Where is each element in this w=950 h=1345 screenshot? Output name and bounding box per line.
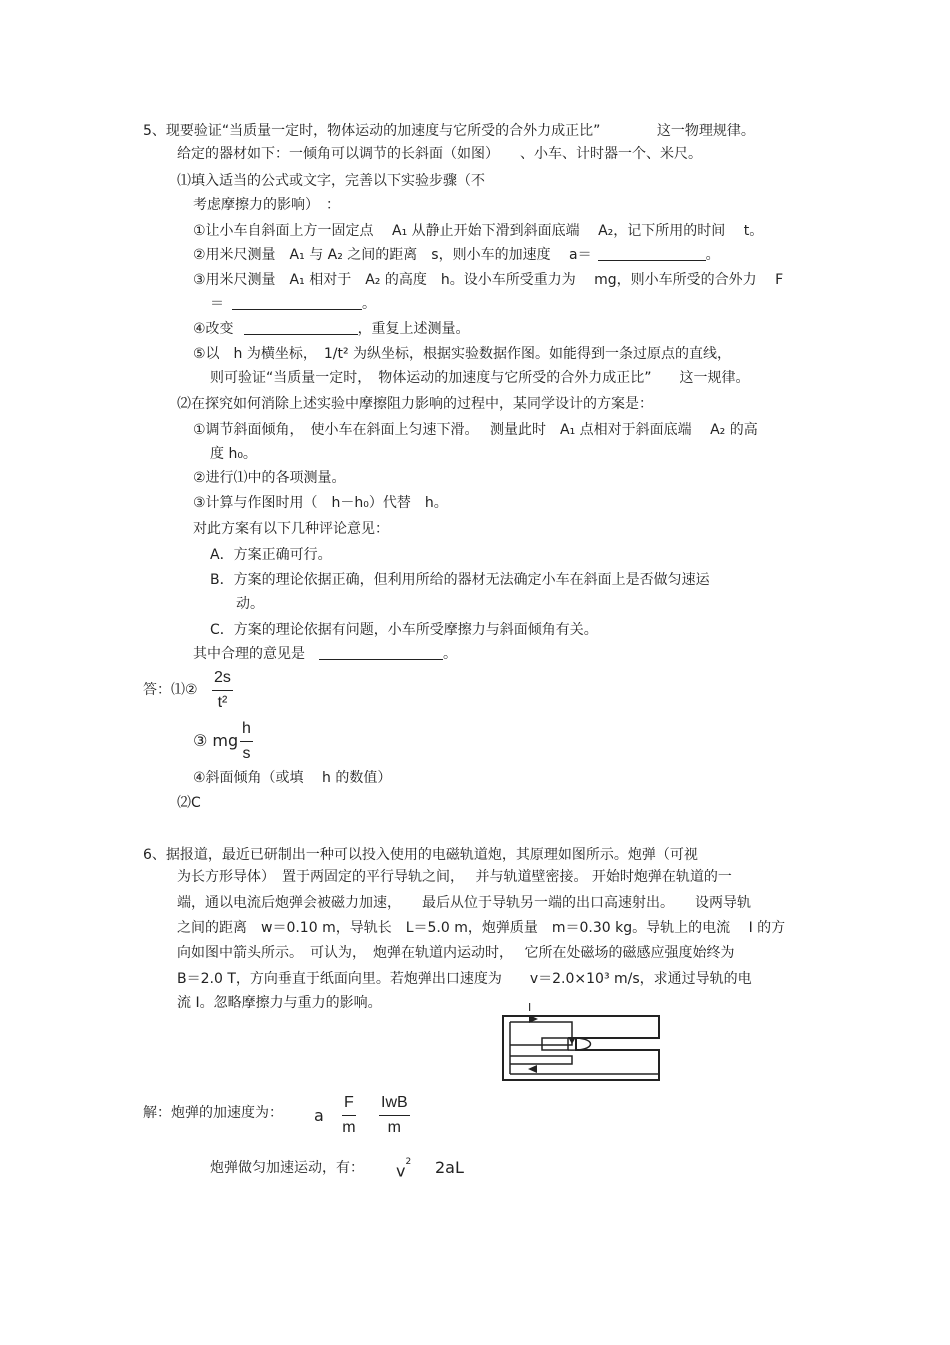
q5-line1-text: 5、现要验证“当质量一定时，物体运动的加速度与它所受的合外力成正比” xyxy=(143,123,601,139)
q5-line2: 给定的器材如下：一倾角可以调节的长斜面（如图） 、小车、计时器一个、米尺。 xyxy=(177,146,702,162)
q5-step5: ⑤以 h 为横坐标， 1/t² 为纵坐标，根据实验数据作图。如能得到一条过原点的直线， xyxy=(193,346,732,362)
q5-plan1: ①调节斜面倾角， 使小车在斜面上匀速下滑。 测量此时 A₁ 点相对于斜面底端 A₂ 的高 xyxy=(193,422,758,438)
q6-line2: 为长方形导体） 置于两固定的平行导轨之间， 并与轨道壁密接。 开始时炮弹在轨道的一 xyxy=(177,869,732,885)
q6-line3: 端，通以电流后炮弹会被磁力加速， 最后从位于导轨另一端的出口高速射出。 设两导轨 xyxy=(177,895,751,911)
arrow-down-icon xyxy=(568,1037,576,1044)
q5-answer-fraction-2: $\frac{h}{s}$ xyxy=(242,720,251,762)
q6-solution-label: 解：炮弹的加速度为： xyxy=(143,1105,283,1121)
q6-solution-2-rhs: 2aL xyxy=(435,1158,464,1177)
arrow-left-icon xyxy=(528,1065,537,1073)
q5-line1 xyxy=(143,122,755,140)
figure-current-label: I xyxy=(528,1001,532,1014)
rail-inner-top xyxy=(510,1022,572,1045)
railgun-diagram xyxy=(498,1008,668,1088)
q5-comments-intro: 对此方案有以下几种评论意见： xyxy=(193,521,389,537)
q5-step2-text: ②用米尺测量 A₁ 与 A₂ 之间的距离 s，则小车的加速度 a＝ xyxy=(193,247,592,263)
q6-solution-a: a xyxy=(314,1106,324,1125)
q5-answer-fraction-1: $\frac{2s}{\text{t²}}$ xyxy=(214,669,231,711)
q5-part2-heading: ⑵在探究如何消除上述实验中摩擦阻力影响的过程中，某同学设计的方案是： xyxy=(177,396,653,412)
q5-final: 其中合理的意见是 。 xyxy=(193,646,457,662)
q6-line6: B＝2.0 T，方向垂直于纸面向里。若炮弹出口速度为 v＝2.0×10³ m/s，求通过导轨的电 xyxy=(177,971,752,987)
q6-solution-2-v: $v^2$ xyxy=(396,1157,412,1181)
q5-part1-heading: ⑴填入适当的公式或文字，完善以下实验步骤（不 xyxy=(177,173,485,189)
q6-line4: 之间的距离 w＝0.10 m，导轨长 L＝5.0 m，炮弹质量 m＝0.30 kg。导轨上的电流 I 的方 xyxy=(177,920,786,936)
q5-plan1-cont: 度 h₀。 xyxy=(210,446,257,462)
q5-plan2: ②进行⑴中的各项测量。 xyxy=(193,470,346,486)
q6-solution-2-label: 炮弹做匀加速运动，有： xyxy=(210,1160,364,1176)
rail-frame xyxy=(503,1016,659,1080)
q5-answer-4: ④斜面倾角（或填 h 的数值） xyxy=(193,770,392,786)
q5-line1-tail: 这一物理规律。 xyxy=(656,123,755,139)
q5-step4: ④改变 ，重复上述测量。 xyxy=(193,321,470,337)
q5-answer-5: ⑵C xyxy=(177,795,201,811)
projectile xyxy=(542,1038,568,1050)
q5-option-c: C．方案的理论依据有问题，小车所受摩擦力与斜面倾角有关。 xyxy=(210,622,598,638)
q5-plan3: ③计算与作图时用（ h－h₀）代替 h。 xyxy=(193,495,448,511)
q5-option-a: A．方案正确可行。 xyxy=(210,547,332,563)
q5-step5-cont: 则可验证“当质量一定时， 物体运动的加速度与它所受的合外力成正比” 这一规律。 xyxy=(210,370,750,386)
answer-blank-choice[interactable] xyxy=(319,645,443,660)
q6-line5: 向如图中箭头所示。 可认为， 炮弹在轨道内运动时， 它所在处磁场的磁感应强度始终为 xyxy=(177,945,735,961)
q5-answer-label: 答：⑴② xyxy=(143,682,198,698)
rail-inner-bottom xyxy=(510,1056,572,1064)
answer-blank-acceleration[interactable] xyxy=(598,246,706,261)
q5-option-b-cont: 动。 xyxy=(236,596,264,612)
q5-part1-heading-cont: 考虑摩擦力的影响） ： xyxy=(193,197,340,213)
q6-solution-fraction-2: IwB m xyxy=(381,1094,408,1136)
q5-option-b: B．方案的理论依据正确，但利用所给的器材无法确定小车在斜面上是否做匀速运 xyxy=(210,572,710,588)
q5-step3-cont: ＝ 。 xyxy=(210,296,376,312)
answer-blank-force[interactable] xyxy=(232,295,362,310)
q5-answer-3-label: ③ mg xyxy=(193,731,239,750)
q6-line1: 6、据报道，最近已研制出一种可以投入使用的电磁轨道炮，其原理如图所示。炮弹（可视 xyxy=(143,847,698,863)
answer-blank-change[interactable] xyxy=(244,320,358,335)
q5-step3: ③用米尺测量 A₁ 相对于 A₂ 的高度 h。设小车所受重力为 mg，则小车所受的合外力 F xyxy=(193,272,784,288)
q6-line7: 流 I。忽略摩擦力与重力的影响。 xyxy=(177,995,382,1011)
q5-step1: ①让小车自斜面上方一固定点 A₁ 从静止开始下滑到斜面底端 A₂，记下所用的时间 t。 xyxy=(193,223,764,239)
q6-solution-fraction-1: $\frac{F}{m}$ xyxy=(342,1094,356,1136)
q5-step2: ②用米尺测量 A₁ 与 A₂ 之间的距离 s，则小车的加速度 a＝ 。 xyxy=(193,247,720,263)
